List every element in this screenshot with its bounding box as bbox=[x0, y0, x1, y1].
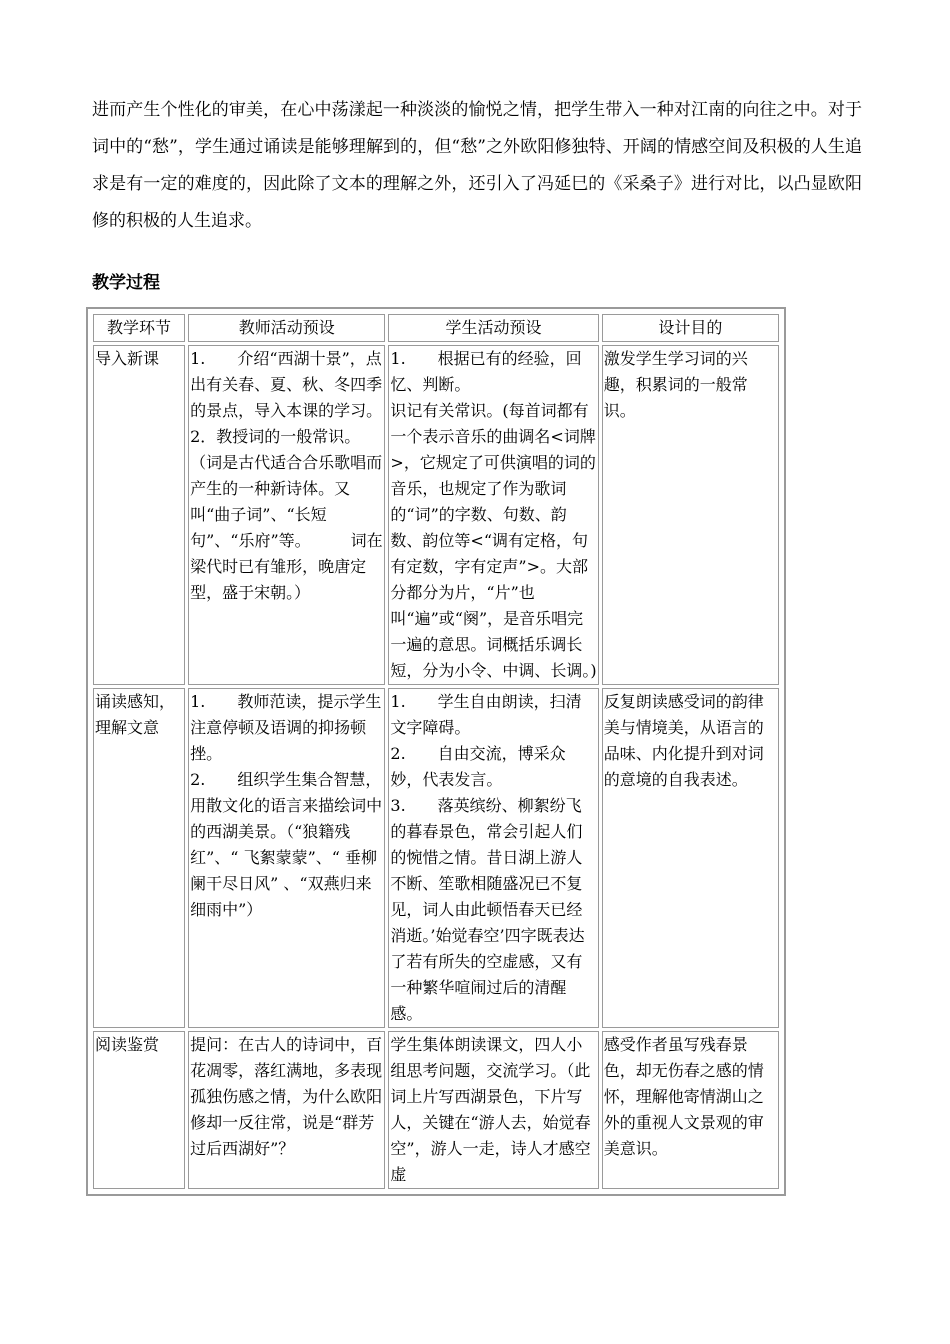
header-purpose: 设计目的 bbox=[602, 314, 779, 342]
cell-stage: 阅读鉴赏 bbox=[93, 1031, 185, 1189]
cell-purpose: 感受作者虽写残春景色，却无伤春之感的情怀，理解他寄情湖山之外的重视人文景观的审美意识。 bbox=[602, 1031, 779, 1189]
teaching-process-table bbox=[86, 307, 786, 1196]
cell-student bbox=[388, 345, 598, 685]
student-item: 学生集体朗读课文，四人小组思考问题，交流学习。（此词上片写西湖景色，下片写人，关键在“游人去，始觉春空”，游人一走，诗人才感空虚 bbox=[390, 1035, 591, 1184]
header-student: 学生活动预设 bbox=[388, 314, 598, 342]
cell-purpose: 反复朗读感受词的韵律美与情境美，从语言的品味、内化提升到对词的意境的自我表述。 bbox=[602, 688, 779, 1028]
student-item: 2. 自由交流，博采众妙，代表发言。 bbox=[390, 744, 566, 789]
table-row bbox=[93, 1031, 779, 1189]
cell-stage: 导入新课 bbox=[93, 345, 185, 685]
cell-teacher bbox=[188, 345, 385, 685]
section-title: 教学过程 bbox=[92, 273, 160, 293]
student-item: 3. 落英缤纷、柳絮纷飞的暮春景色，常会引起人们的惋惜之情。昔日湖上游人不断、笙歌相随盛况已不复见，词人由此顿悟春天已经消逝。’始觉春空’四字既表达了若有所失的空虚感，又有一种繁华喧闹过后的清醒感。 bbox=[390, 796, 585, 1023]
student-item: 1. 根据已有的经验，回忆、判断。 bbox=[390, 349, 582, 394]
table-row bbox=[93, 688, 779, 1028]
cell-teacher bbox=[188, 688, 385, 1028]
cell-stage: 诵读感知，理解文意 bbox=[93, 688, 185, 1028]
table bbox=[90, 311, 782, 1192]
cell-teacher bbox=[188, 1031, 385, 1189]
teacher-item: 2. 组织学生集合智慧，用散文化的语言来描绘词中的西湖美景。（“狼籍残红”、“ 飞絮蒙蒙”、“ 垂柳阑干尽日风” 、“双燕归来细雨中”） bbox=[190, 770, 383, 919]
teacher-item: 1. 教师范读，提示学生注意停顿及语调的抑扬顿挫。 bbox=[190, 692, 382, 763]
student-item: 识记有关常识。(每首词都有一个表示音乐的曲调名<词牌>，它规定了可供演唱的词的音乐，也规定了作为歌词的“词”的字数、句数、韵数、韵位等<“调有定格，句有定数，字有定声”>。大部分都分为片，“片”也叫“遍”或“阕”，是音乐唱完一遍的意思。词概括乐调长短，分为小令、中调、长调。) bbox=[390, 401, 597, 680]
student-item: 1. 学生自由朗读，扫清文字障碍。 bbox=[390, 692, 582, 737]
cell-student bbox=[388, 688, 598, 1028]
header-teacher: 教师活动预设 bbox=[188, 314, 385, 342]
intro-text bbox=[92, 92, 862, 240]
table-header-row bbox=[93, 314, 779, 342]
cell-student bbox=[388, 1031, 598, 1189]
intro-paragraph: 进而产生个性化的审美，在心中荡漾起一种淡淡的愉悦之情，把学生带入一种对江南的向往之中。对于词中的“愁”，学生通过诵读是能够理解到的，但“愁”之外欧阳修独特、开阔的情感空间及积极的人生追求是有一定的难度的，因此除了文本的理解之外，还引入了冯延巳的《采桑子》进行对比，以凸显欧阳修的积极的人生追求。 bbox=[92, 100, 862, 231]
teacher-item: 1. 介绍“西湖十景”，点出有关春、夏、秋、冬四季的景点，导入本课的学习。 bbox=[190, 349, 383, 420]
teacher-item: 2．教授词的一般常识。（词是古代适合合乐歌唱而产生的一种新诗体。又叫“曲子词”、“长短句”、“乐府”等。 词在梁代时已有雏形，晚唐定型，盛于宋朝。） bbox=[190, 427, 383, 602]
table-row bbox=[93, 345, 779, 685]
teacher-item: 提问：在古人的诗词中，百花凋零，落红满地，多表现孤独伤感之情，为什么欧阳修却一反往常，说是“群芳过后西湖好”？ bbox=[190, 1035, 383, 1158]
header-stage: 教学环节 bbox=[93, 314, 185, 342]
cell-purpose: 激发学生学习词的兴趣，积累词的一般常识。 bbox=[602, 345, 779, 685]
